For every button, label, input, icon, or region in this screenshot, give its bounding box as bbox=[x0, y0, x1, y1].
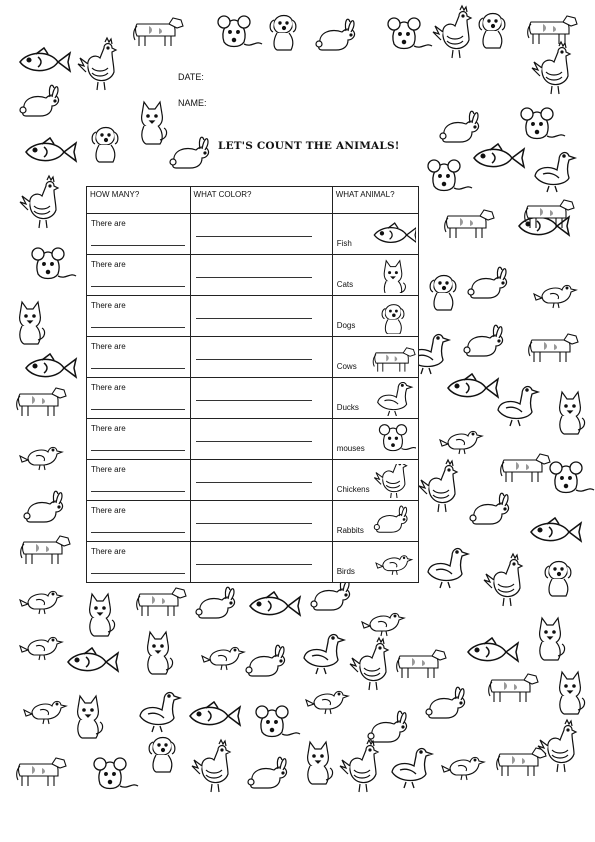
there-are-label: There are bbox=[91, 465, 126, 474]
how-many-cell[interactable] bbox=[87, 378, 191, 419]
what-animal-cell bbox=[332, 419, 418, 460]
what-animal-cell bbox=[332, 542, 418, 583]
there-are-label: There are bbox=[91, 383, 126, 392]
count-answer-line[interactable] bbox=[91, 327, 185, 328]
cow-icon bbox=[370, 341, 416, 375]
table-row bbox=[87, 296, 419, 337]
what-animal-cell bbox=[332, 214, 418, 255]
there-are-label: There are bbox=[91, 301, 126, 310]
what-color-cell[interactable] bbox=[190, 337, 332, 378]
there-are-label: There are bbox=[91, 342, 126, 351]
what-color-cell[interactable] bbox=[190, 501, 332, 542]
table-header-row bbox=[87, 187, 419, 214]
table-row bbox=[87, 460, 419, 501]
what-color-cell[interactable] bbox=[190, 419, 332, 460]
table-row bbox=[87, 378, 419, 419]
what-color-cell[interactable] bbox=[190, 296, 332, 337]
date-label: DATE: bbox=[178, 72, 204, 82]
animal-name: Cows bbox=[336, 362, 357, 371]
color-answer-line[interactable] bbox=[196, 318, 312, 319]
what-color-cell[interactable] bbox=[190, 378, 332, 419]
there-are-label: There are bbox=[91, 506, 126, 515]
mouse-icon bbox=[370, 423, 416, 457]
count-answer-line[interactable] bbox=[91, 409, 185, 410]
what-color-cell[interactable] bbox=[190, 542, 332, 583]
color-answer-line[interactable] bbox=[196, 400, 312, 401]
what-color-cell[interactable] bbox=[190, 214, 332, 255]
count-answer-line[interactable] bbox=[91, 532, 185, 533]
color-answer-line[interactable] bbox=[196, 441, 312, 442]
count-answer-line[interactable] bbox=[91, 286, 185, 287]
color-answer-line[interactable] bbox=[196, 277, 312, 278]
duck-icon bbox=[370, 382, 416, 416]
animal-name: Ducks bbox=[336, 403, 359, 412]
there-are-label: There are bbox=[91, 260, 126, 269]
color-answer-line[interactable] bbox=[196, 564, 312, 565]
header-what-animal: WHAT ANIMAL? bbox=[332, 187, 418, 214]
animal-name: Birds bbox=[336, 567, 355, 576]
bird-icon bbox=[370, 546, 416, 580]
how-many-cell[interactable] bbox=[87, 542, 191, 583]
count-answer-line[interactable] bbox=[91, 245, 185, 246]
table-row bbox=[87, 337, 419, 378]
what-animal-cell bbox=[332, 460, 418, 501]
header-how-many: HOW MANY? bbox=[87, 187, 191, 214]
how-many-cell[interactable] bbox=[87, 460, 191, 501]
table-row bbox=[87, 501, 419, 542]
animal-name: Chickens bbox=[336, 485, 370, 494]
color-answer-line[interactable] bbox=[196, 236, 312, 237]
animal-name: Dogs bbox=[336, 321, 356, 330]
cat-icon bbox=[370, 259, 416, 293]
table-row bbox=[87, 542, 419, 583]
count-answer-line[interactable] bbox=[91, 450, 185, 451]
color-answer-line[interactable] bbox=[196, 523, 312, 524]
how-many-cell[interactable] bbox=[87, 419, 191, 460]
fish-icon bbox=[370, 218, 416, 252]
rabbit-icon bbox=[370, 505, 416, 539]
animal-name: Rabbits bbox=[336, 526, 364, 535]
how-many-cell[interactable] bbox=[87, 337, 191, 378]
what-animal-cell bbox=[332, 296, 418, 337]
header-what-color: WHAT COLOR? bbox=[190, 187, 332, 214]
table-row bbox=[87, 214, 419, 255]
counting-table bbox=[86, 186, 419, 583]
what-color-cell[interactable] bbox=[190, 255, 332, 296]
count-answer-line[interactable] bbox=[91, 368, 185, 369]
page-title: LET'S COUNT THE ANIMALS! bbox=[218, 140, 400, 152]
how-many-cell[interactable] bbox=[87, 296, 191, 337]
how-many-cell[interactable] bbox=[87, 255, 191, 296]
chicken-icon bbox=[370, 464, 416, 498]
what-color-cell[interactable] bbox=[190, 460, 332, 501]
there-are-label: There are bbox=[91, 547, 126, 556]
how-many-cell[interactable] bbox=[87, 501, 191, 542]
how-many-cell[interactable] bbox=[87, 214, 191, 255]
animal-name: mouses bbox=[336, 444, 365, 453]
what-animal-cell bbox=[332, 255, 418, 296]
there-are-label: There are bbox=[91, 219, 126, 228]
what-animal-cell bbox=[332, 501, 418, 542]
count-answer-line[interactable] bbox=[91, 573, 185, 574]
table-row bbox=[87, 419, 419, 460]
animal-name: Cats bbox=[336, 280, 354, 289]
name-label: NAME: bbox=[178, 98, 207, 108]
there-are-label: There are bbox=[91, 424, 126, 433]
table-row bbox=[87, 255, 419, 296]
what-animal-cell bbox=[332, 378, 418, 419]
dog-icon bbox=[370, 300, 416, 334]
what-animal-cell bbox=[332, 337, 418, 378]
animal-name: Fish bbox=[336, 239, 352, 248]
color-answer-line[interactable] bbox=[196, 359, 312, 360]
count-answer-line[interactable] bbox=[91, 491, 185, 492]
color-answer-line[interactable] bbox=[196, 482, 312, 483]
